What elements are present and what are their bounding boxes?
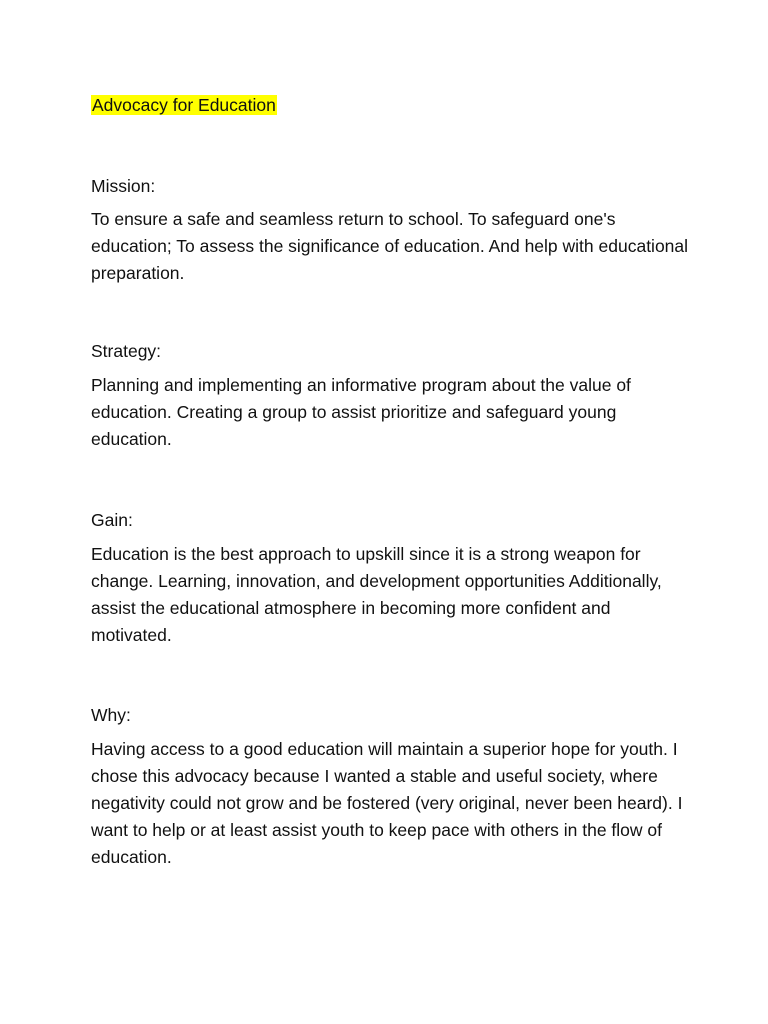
gain-label: Gain: xyxy=(91,510,133,530)
mission-label: Mission: xyxy=(91,176,156,196)
mission-text: To ensure a safe and seamless return to school. To safeguard one's education; To assess the significance of education. And help with educational preparation. xyxy=(91,209,689,283)
why-label: Why: xyxy=(91,705,131,725)
strategy-text: Planning and implementing an informative program about the value of education. Creating a group to assist prioritize and safeguard young education. xyxy=(91,375,631,449)
gain-text: Education is the best approach to upskill since it is a strong weapon for change. Learning, innovation, and development opportunities Additionally, assist the educational atmosphere in becoming more confident and motivated. xyxy=(91,544,662,645)
highlighted-title-text: Advocacy for Education xyxy=(92,95,276,115)
why-text: Having access to a good education will maintain a superior hope for youth. I chose this advocacy because I wanted a stable and useful society, where negativity could not grow and be fostered (very original, never been heard). I want to help or at least assist youth to keep pace with others in the flow of education. xyxy=(91,739,683,867)
document-title xyxy=(91,93,277,118)
strategy-label: Strategy: xyxy=(91,341,162,361)
